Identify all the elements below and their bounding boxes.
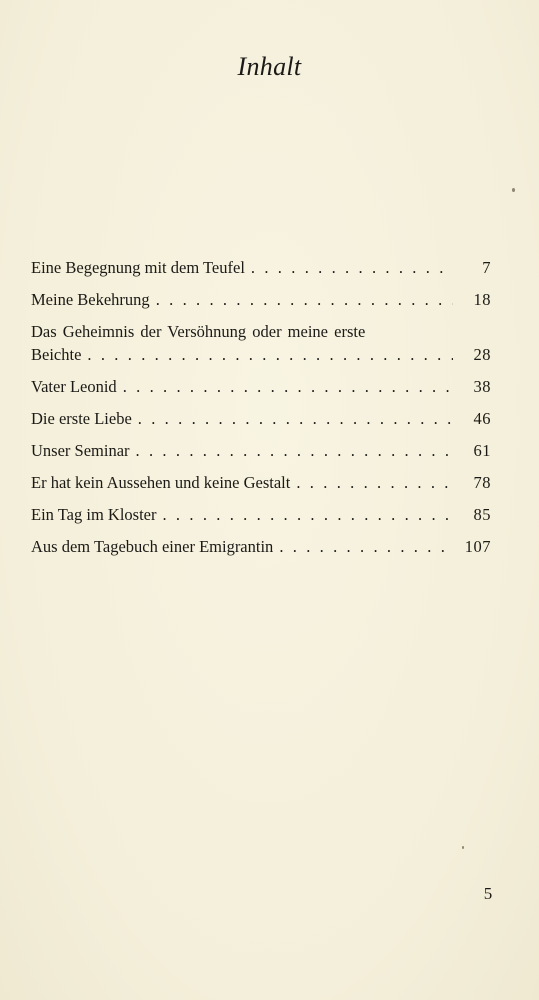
toc-entry-title: Eine Begegnung mit dem Teufel xyxy=(31,258,245,277)
toc-entry-title: Unser Seminar xyxy=(31,441,130,460)
leader-dots xyxy=(251,256,453,279)
toc-entry-title: Meine Bekehrung xyxy=(31,290,150,309)
page-number: 5 xyxy=(483,884,493,903)
table-of-contents xyxy=(31,256,491,567)
toc-entry xyxy=(31,407,491,430)
leader-dots xyxy=(162,503,453,526)
toc-entry xyxy=(31,503,491,526)
toc-entry xyxy=(31,375,491,398)
toc-entry-page: 38 xyxy=(473,377,491,396)
toc-entry-page: 78 xyxy=(473,473,491,492)
leader-dots xyxy=(279,535,453,558)
paper-speck xyxy=(512,188,515,192)
leader-dots xyxy=(296,471,453,494)
toc-entry xyxy=(31,256,491,279)
toc-entry-page: 28 xyxy=(473,345,491,364)
toc-entry-title: Vater Leonid xyxy=(31,377,117,396)
toc-entry-title-line1: Das Geheimnis der Versöhnung oder meine erste xyxy=(31,322,366,341)
leader-dots xyxy=(156,288,453,311)
toc-entry xyxy=(31,439,491,462)
toc-entry-title: Aus dem Tagebuch einer Emigrantin xyxy=(31,537,274,556)
toc-entry xyxy=(31,471,491,494)
leader-dots xyxy=(136,439,453,462)
toc-entry-page: 18 xyxy=(473,290,491,309)
leader-dots xyxy=(138,407,453,430)
toc-entry-page: 107 xyxy=(464,537,491,556)
toc-entry-title: Ein Tag im Kloster xyxy=(31,505,157,524)
toc-entry-page: 46 xyxy=(473,409,491,428)
toc-entry xyxy=(31,288,491,311)
toc-entry xyxy=(31,535,491,558)
leader-dots xyxy=(87,343,453,366)
toc-entry-title: Er hat kein Aussehen und keine Gestalt xyxy=(31,473,291,492)
toc-entry-page: 61 xyxy=(473,441,491,460)
leader-dots xyxy=(123,375,453,398)
toc-entry xyxy=(31,320,491,366)
toc-entry-title: Die erste Liebe xyxy=(31,409,132,428)
paper-speck xyxy=(462,846,464,849)
toc-entry-page: 85 xyxy=(473,505,491,524)
toc-entry-page: 7 xyxy=(482,258,491,277)
page-title: Inhalt xyxy=(237,52,302,81)
toc-entry-title: Beichte xyxy=(31,345,82,364)
